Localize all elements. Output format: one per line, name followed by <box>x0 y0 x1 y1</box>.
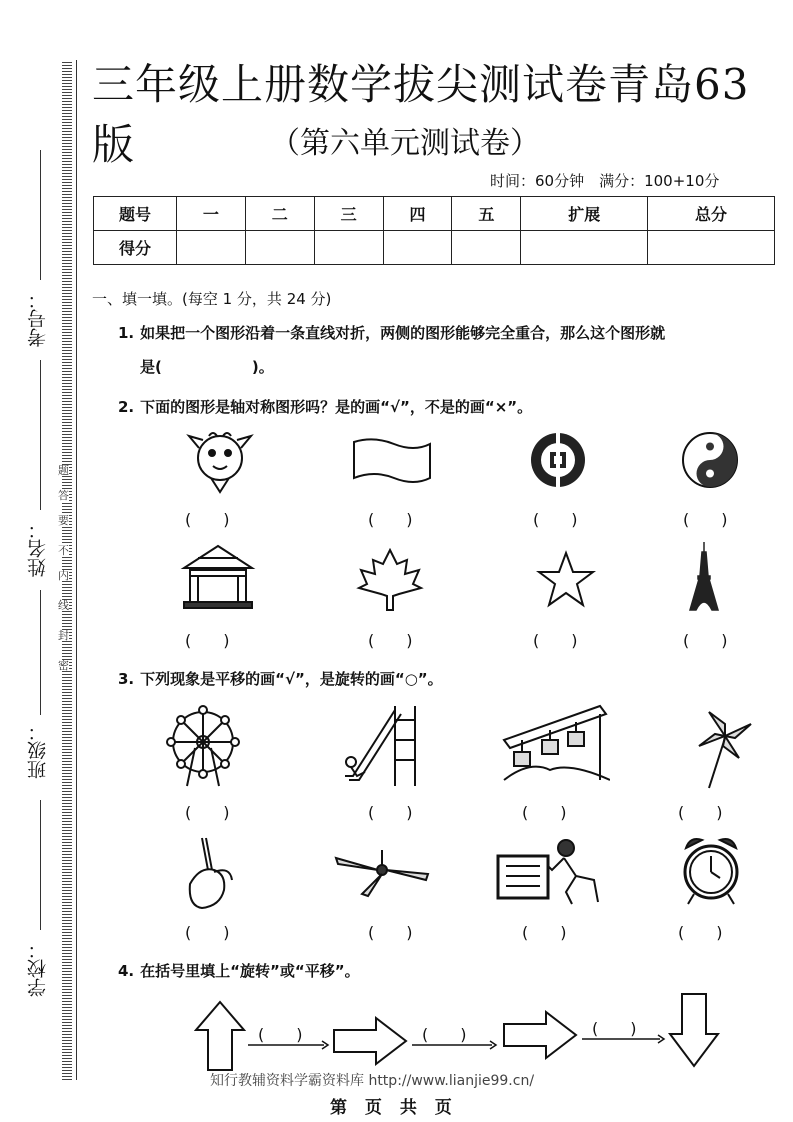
flag-icon <box>350 436 434 486</box>
score-header-cell: 二 <box>245 197 314 231</box>
score-cell[interactable] <box>177 231 246 265</box>
answer-blank[interactable]: ( ) <box>592 1019 637 1038</box>
score-header-cell: 题号 <box>94 197 177 231</box>
question-number: 2. <box>118 398 135 416</box>
up-arrow-icon <box>194 1000 246 1072</box>
answer-blank[interactable]: ( ) <box>678 923 723 942</box>
answer-blank[interactable]: 是( )。 <box>140 358 274 376</box>
question-text: 下列现象是平移的画“√”，是旋转的画“○”。 <box>140 670 443 688</box>
answer-blank[interactable]: ( ) <box>258 1025 303 1044</box>
name-label: 姓名： <box>27 520 49 577</box>
score-table-score-row <box>94 231 775 265</box>
score-header-cell: 总分 <box>648 197 775 231</box>
question-3 <box>118 668 443 689</box>
class-rule <box>40 590 41 715</box>
seal-char: 密 <box>58 659 69 672</box>
question-number: 3. <box>118 670 135 688</box>
score-cell[interactable] <box>383 231 452 265</box>
down-arrow-icon <box>668 992 720 1068</box>
answer-blank[interactable]: ( ) <box>683 510 728 529</box>
name-rule <box>40 360 41 510</box>
score-header-cell: 五 <box>452 197 521 231</box>
answer-blank[interactable]: ( ) <box>533 631 578 650</box>
yin-yang-icon <box>680 430 740 490</box>
section-heading: 一、填一填。(每空 1 分，共 24 分) <box>92 290 332 308</box>
page-title: 三年级上册数学拔尖测试卷青岛63版 <box>92 60 750 169</box>
seal-char: 题 <box>58 464 69 477</box>
cable-car-icon <box>500 700 610 784</box>
exam-meta: 时间：60分钟 满分：100+10分 <box>490 172 720 190</box>
pavilion-icon <box>178 542 258 614</box>
answer-blank[interactable]: ( ) <box>185 803 230 822</box>
maple-leaf-icon <box>355 548 425 612</box>
goat-face-icon <box>185 428 255 498</box>
pencil-sharpener-icon <box>180 836 240 912</box>
footer-source: 知行教辅资料学霸资料库 http://www.lianjie99.cn/ <box>210 1073 535 1089</box>
score-header-cell: 一 <box>177 197 246 231</box>
answer-blank[interactable]: ( ) <box>185 510 230 529</box>
seal-char: 答 <box>58 489 69 502</box>
score-cell[interactable] <box>314 231 383 265</box>
exam-no-label: 考号： <box>27 290 49 347</box>
question-text: 下面的图形是轴对称图形吗？是的画“√”，不是的画“×”。 <box>140 398 533 416</box>
answer-blank[interactable]: ( ) <box>185 631 230 650</box>
question-2 <box>118 396 532 417</box>
answer-blank[interactable]: ( ) <box>368 631 413 650</box>
bank-logo-icon <box>528 430 588 490</box>
question-number: 1. <box>118 324 135 342</box>
seal-char: 封 <box>58 629 69 642</box>
score-header-cell: 三 <box>314 197 383 231</box>
score-table <box>93 196 775 265</box>
seal-char: 线 <box>58 599 69 612</box>
score-header-cell: 四 <box>383 197 452 231</box>
right-arrow-icon <box>332 1016 408 1066</box>
answer-blank[interactable]: ( ) <box>368 803 413 822</box>
answer-blank[interactable]: ( ) <box>368 923 413 942</box>
alarm-clock-icon <box>680 834 742 906</box>
school-label: 学校： <box>27 940 49 997</box>
question-1 <box>118 322 665 343</box>
answer-blank[interactable]: ( ) <box>533 510 578 529</box>
star-icon <box>536 550 596 610</box>
page-number: 第 页 共 页 <box>330 1098 458 1118</box>
seal-char: 内 <box>58 569 69 582</box>
answer-blank[interactable]: ( ) <box>522 803 567 822</box>
exam-no-rule <box>40 150 41 280</box>
score-table-header-row <box>94 197 775 231</box>
question-1-continued <box>140 356 274 377</box>
slide-icon <box>335 700 431 790</box>
answer-blank[interactable]: ( ) <box>185 923 230 942</box>
score-cell[interactable] <box>452 231 521 265</box>
question-text: 如果把一个图形沿着一条直线对折，两侧的图形能够完全重合，那么这个图形就 <box>140 324 666 342</box>
ferris-wheel-icon <box>165 704 241 788</box>
question-text: 在括号里填上“旋转”或“平移”。 <box>140 962 360 980</box>
answer-blank[interactable]: ( ) <box>422 1025 467 1044</box>
score-cell[interactable] <box>648 231 775 265</box>
score-cell[interactable] <box>521 231 648 265</box>
score-cell[interactable] <box>245 231 314 265</box>
answer-blank[interactable]: ( ) <box>368 510 413 529</box>
score-row-label: 得分 <box>94 231 177 265</box>
score-header-cell: 扩展 <box>521 197 648 231</box>
page-subtitle: （第六单元测试卷） <box>270 126 540 161</box>
school-rule <box>40 800 41 930</box>
binding-rule <box>76 60 77 1080</box>
seal-char: 要 <box>58 514 69 527</box>
question-number: 4. <box>118 962 135 980</box>
eiffel-tower-icon <box>684 540 724 614</box>
pushing-box-icon <box>494 836 606 908</box>
seal-char: 不 <box>58 544 69 557</box>
answer-blank[interactable]: ( ) <box>678 803 723 822</box>
class-label: 班级： <box>27 722 49 779</box>
answer-blank[interactable]: ( ) <box>683 631 728 650</box>
pinwheel-icon <box>695 706 755 790</box>
question-4 <box>118 960 360 981</box>
ceiling-fan-icon <box>332 848 432 898</box>
answer-blank[interactable]: ( ) <box>522 923 567 942</box>
right-arrow-icon <box>502 1010 578 1060</box>
